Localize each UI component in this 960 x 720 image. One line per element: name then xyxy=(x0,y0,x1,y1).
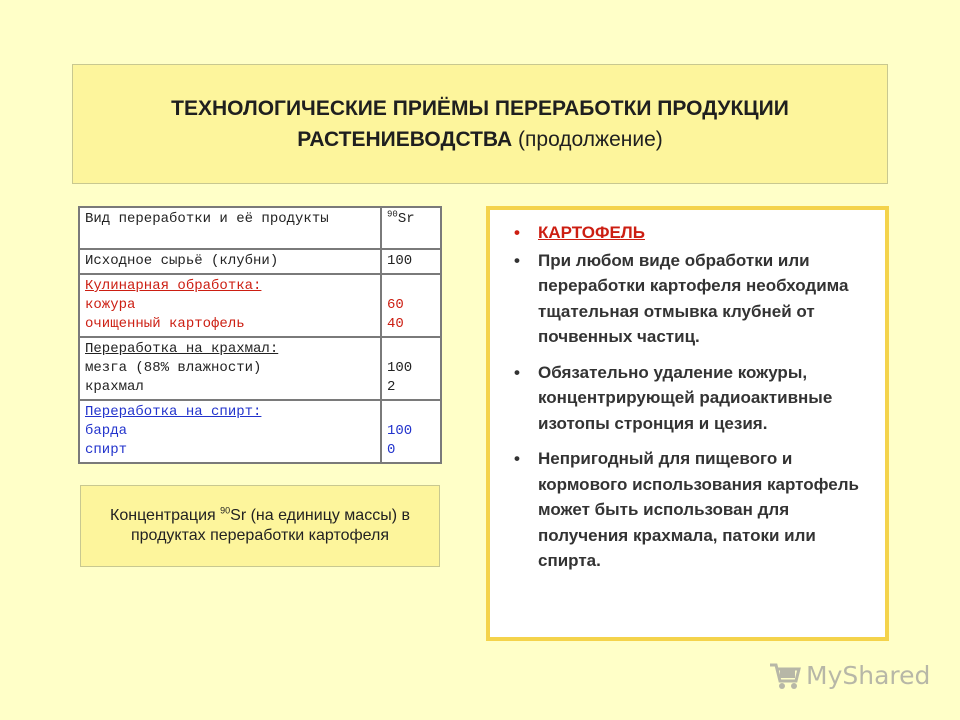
spirit-item-label: спирт xyxy=(85,442,128,458)
culinary-item-value: 40 xyxy=(387,316,404,332)
caption-isotope: 90 xyxy=(220,505,231,516)
culinary-values xyxy=(381,274,441,337)
title-line-2-bold: РАСТЕНИЕВОДСТВА xyxy=(297,128,513,151)
bullet-marker: • xyxy=(514,362,520,382)
table-row-raw xyxy=(79,249,441,274)
list-item-text: Обязательно удаление кожуры, концентрирующей радиоактивные изотопы стронция и цезия. xyxy=(538,362,833,433)
caption-before: Концентрация xyxy=(110,507,221,524)
starch-item-label: крахмал xyxy=(85,379,144,395)
culinary-item-value: 60 xyxy=(387,297,404,313)
watermark xyxy=(768,655,930,695)
list-item-text: Непригодный для пищевого и кормового использования картофель может быть использован для получения крахмала, патоки или спирта. xyxy=(538,449,859,570)
list-item xyxy=(504,446,871,574)
list-item xyxy=(504,248,871,350)
page-title xyxy=(171,93,789,155)
header-sr xyxy=(381,207,441,249)
caption-text xyxy=(91,506,429,546)
bullet-marker: • xyxy=(514,250,520,270)
spirit-cell xyxy=(79,400,381,463)
title-line-1: ТЕХНОЛОГИЧЕСКИЕ ПРИЁМЫ ПЕРЕРАБОТКИ ПРОДУКЦИИ xyxy=(171,97,789,120)
title-box xyxy=(72,64,888,184)
table-row-starch xyxy=(79,337,441,400)
bullet-marker: • xyxy=(514,449,520,468)
caption-after: Sr (на единицу массы) в продуктах переработки картофеля xyxy=(130,507,410,544)
starch-cell xyxy=(79,337,381,400)
header-sr-isotope: 90 xyxy=(387,209,398,220)
table-row-spirit xyxy=(79,400,441,463)
spirit-item-label: барда xyxy=(85,423,128,439)
watermark-text: MyShared xyxy=(806,660,931,690)
culinary-item-label: кожура xyxy=(85,297,136,313)
spirit-values xyxy=(381,400,441,463)
bullet-marker: • xyxy=(514,223,520,242)
title-line-2 xyxy=(171,124,789,155)
starch-item-value: 100 xyxy=(387,360,413,376)
header-sr-symbol: Sr xyxy=(397,211,415,227)
share-cart-icon xyxy=(768,659,802,691)
table-header-row xyxy=(79,207,441,249)
potato-info-box xyxy=(486,206,889,641)
starch-item-label: мезга (88% влажности) xyxy=(85,360,262,376)
bullet-heading-text: КАРТОФЕЛЬ xyxy=(538,223,645,242)
starch-values xyxy=(381,337,441,400)
list-item xyxy=(504,360,871,437)
list-item-text: При любом виде обработки или переработки картофеля необходима тщательная отмывка клубней от почвенных частиц. xyxy=(538,250,849,346)
table-caption xyxy=(80,485,440,567)
spirit-item-value: 100 xyxy=(387,423,413,439)
title-line-2-light: (продолжение) xyxy=(518,128,663,151)
raw-label: Исходное сырьё (клубни) xyxy=(79,249,381,274)
header-processing-type: Вид переработки и её продукты xyxy=(79,207,381,249)
starch-item-value: 2 xyxy=(387,379,396,395)
culinary-title: Кулинарная обработка: xyxy=(85,278,262,294)
culinary-item-label: очищенный картофель xyxy=(85,316,245,332)
raw-value: 100 xyxy=(381,249,441,274)
culinary-cell xyxy=(79,274,381,337)
table-row-culinary xyxy=(79,274,441,337)
spirit-item-value: 0 xyxy=(387,442,396,458)
starch-title: Переработка на крахмал: xyxy=(85,341,279,357)
bullet-heading xyxy=(504,220,871,246)
bullet-list xyxy=(504,220,871,574)
strontium-table xyxy=(78,206,442,464)
spirit-title: Переработка на спирт: xyxy=(85,404,262,420)
